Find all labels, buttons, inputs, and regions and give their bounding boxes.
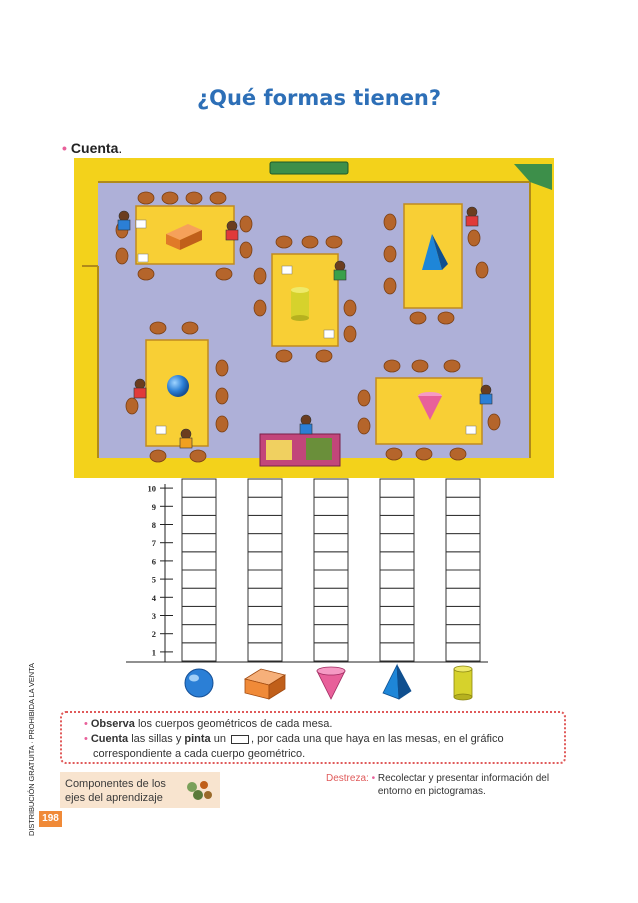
y-tick-label: 6	[151, 556, 156, 567]
pictogram-cell	[182, 588, 216, 606]
pictogram-cell	[446, 552, 480, 570]
instructions-box	[60, 711, 566, 764]
pictogram-cell	[446, 606, 480, 624]
components-label: Componentes de los ejes del aprendizaje	[65, 778, 166, 804]
pictogram-cell	[380, 643, 414, 661]
pictogram-cell	[314, 643, 348, 661]
side-legal-text: DISTRIBUCIÓN GRATUITA · PROHIBIDA LA VENTA	[27, 663, 36, 836]
y-tick-label: 10	[147, 483, 156, 494]
pictogram-cell	[182, 570, 216, 588]
pictogram-cell	[182, 515, 216, 533]
pictogram-cell	[314, 552, 348, 570]
square-icon	[231, 735, 249, 744]
pictogram-cell	[182, 606, 216, 624]
bullet-icon: •	[371, 773, 376, 784]
y-tick-label: 9	[151, 501, 156, 512]
instruction-text: las sillas y	[128, 733, 185, 745]
y-tick-label: 8	[151, 520, 156, 530]
pictogram-cell	[182, 534, 216, 552]
pictogram-cell	[380, 588, 414, 606]
pictogram-cell	[446, 643, 480, 661]
pictogram-cell	[248, 552, 282, 570]
cone-icon	[317, 667, 345, 699]
pictogram-cell	[446, 570, 480, 588]
pictogram-cell	[314, 570, 348, 588]
pinta-word: pinta	[184, 733, 211, 745]
instruction-line-3: correspondiente a cada cuerpo geométrico.	[93, 748, 306, 760]
pictogram-cell	[182, 479, 216, 497]
pictogram-cell	[314, 606, 348, 624]
instruction-text: , por cada una que haya en las mesas, en el gráfico	[251, 733, 504, 745]
bullet-icon: •	[62, 140, 67, 156]
pictogram-cell	[314, 515, 348, 533]
pictogram-cell	[248, 497, 282, 515]
pictogram-cell	[446, 534, 480, 552]
table-cube	[136, 206, 234, 264]
pictogram-cell	[248, 643, 282, 661]
y-tick-label: 1	[151, 647, 156, 658]
pictogram-cell	[380, 552, 414, 570]
cuenta-suffix: .	[118, 140, 123, 156]
page-number: 198	[39, 811, 62, 827]
pictogram-cell	[248, 534, 282, 552]
pictogram-cell	[182, 552, 216, 570]
bullet-icon: •	[84, 733, 88, 745]
pictogram-cell	[248, 625, 282, 643]
instruction-text: los cuerpos geométricos de cada mesa.	[134, 718, 333, 730]
pictogram-cell	[446, 625, 480, 643]
bullet-icon: •	[84, 718, 88, 730]
pictogram-cell	[380, 515, 414, 533]
pictogram-cell	[314, 625, 348, 643]
components-box	[60, 772, 220, 808]
pictogram-cell	[446, 515, 480, 533]
sphere-icon	[185, 669, 213, 697]
cylinder-icon	[454, 666, 472, 700]
y-tick-label: 2	[151, 629, 156, 640]
instruction-line-1	[84, 717, 564, 732]
pictogram-cell	[248, 515, 282, 533]
pictogram-cell	[446, 497, 480, 515]
pictogram-cell	[314, 497, 348, 515]
observa-word: Observa	[90, 718, 135, 730]
y-tick-label: 4	[151, 592, 156, 603]
pictogram-cell	[380, 570, 414, 588]
pictogram-cell	[380, 625, 414, 643]
y-tick-label: 7	[151, 538, 156, 549]
instruction-line-2	[84, 732, 564, 747]
pictogram-cell	[380, 497, 414, 515]
y-tick-label: 5	[151, 574, 156, 585]
blackboard	[270, 162, 348, 174]
pictogram-cell	[314, 534, 348, 552]
instruction-cuenta	[62, 140, 122, 156]
table-sphere	[146, 340, 208, 446]
pictogram-cell	[182, 643, 216, 661]
pictogram-cell	[446, 479, 480, 497]
pictogram-cell	[248, 606, 282, 624]
cuenta-label: Cuenta	[70, 140, 119, 156]
axes-icon	[182, 775, 216, 805]
pictogram-cell	[314, 588, 348, 606]
page-title: ¿Qué formas tienen?	[196, 86, 442, 110]
destreza-label: Destreza:	[326, 773, 369, 784]
pictogram-cell	[314, 479, 348, 497]
pictogram-cell	[380, 606, 414, 624]
instruction-text: un	[210, 733, 230, 745]
destreza-text: Recolectar y presentar información del entorno en pictogramas.	[377, 773, 550, 797]
table-pyramid	[404, 204, 462, 308]
cube-icon	[245, 669, 285, 699]
destreza-note	[326, 772, 576, 798]
pyramid-icon	[383, 665, 411, 699]
pictogram-cell	[248, 588, 282, 606]
y-tick-label: 3	[151, 611, 156, 621]
pictogram-cell	[182, 497, 216, 515]
pictogram-cell	[182, 625, 216, 643]
pictogram-cell	[380, 534, 414, 552]
pictogram-cell	[380, 479, 414, 497]
pictogram-cell	[248, 570, 282, 588]
pictogram-cell	[446, 588, 480, 606]
cuenta-word: Cuenta	[90, 733, 129, 745]
classroom-illustration	[74, 158, 554, 478]
pictogram-cell	[248, 479, 282, 497]
